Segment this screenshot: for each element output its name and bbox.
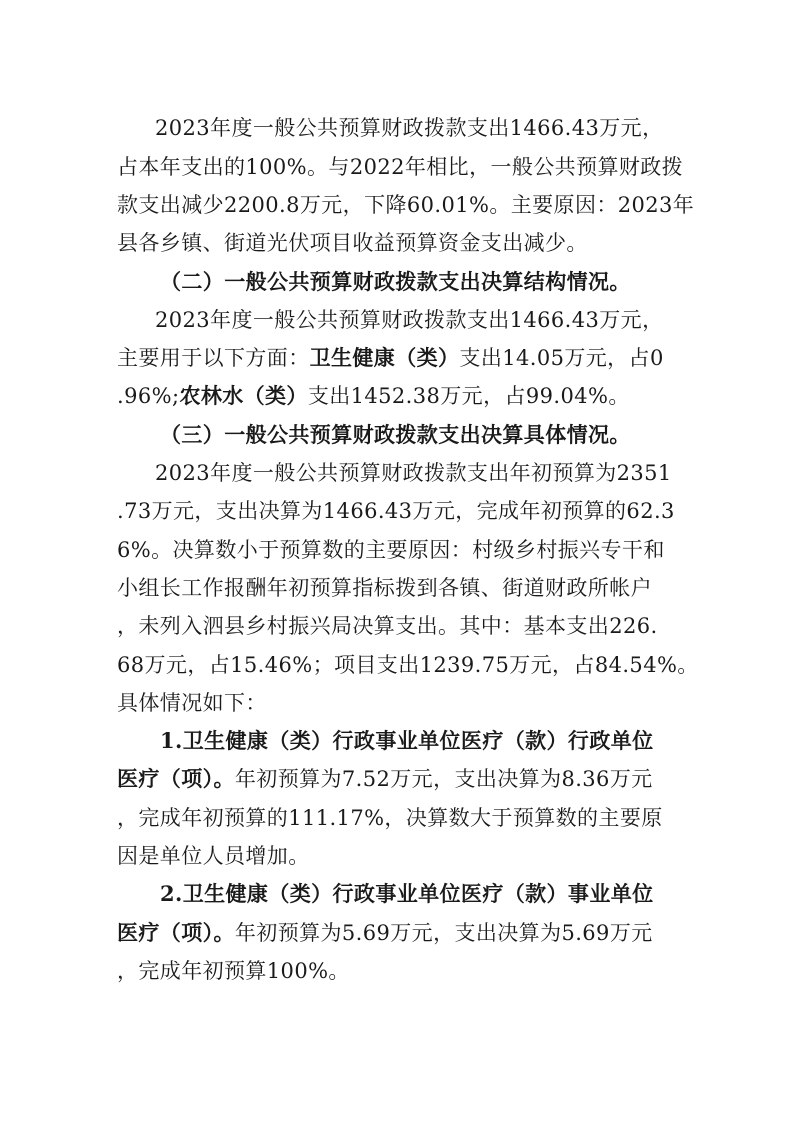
paragraph-line: 2023年度一般公共预算财政拨款支出年初预算为2351 bbox=[155, 461, 672, 485]
paragraph-line: ，完成年初预算的111.17%，决算数大于预算数的主要原 bbox=[117, 806, 663, 830]
section-heading: （二）一般公共预算财政拨款支出决算结构情况。 bbox=[160, 269, 631, 294]
paragraph-line bbox=[117, 764, 653, 794]
bold-text-run: 医疗（项）。 bbox=[117, 920, 235, 945]
paragraph-line bbox=[117, 343, 664, 373]
paragraph-line bbox=[117, 381, 630, 411]
paragraph-line bbox=[117, 918, 653, 948]
paragraph-line: 因是单位人员增加。 bbox=[117, 844, 310, 868]
paragraph-line: 2023年度一般公共预算财政拨款支出1466.43万元， bbox=[155, 308, 664, 332]
paragraph-line: 县各乡镇、街道光伏项目收益预算资金支出减少。 bbox=[117, 231, 588, 255]
bold-text-run: 卫生健康（类） bbox=[309, 345, 460, 370]
paragraph-line: 小组长工作报酬年初预算指标拨到各镇、街道财政所帐户 bbox=[117, 576, 652, 600]
section-heading: （三）一般公共预算财政拨款支出决算具体情况。 bbox=[160, 422, 631, 447]
bold-text-run: 医疗（项）。 bbox=[117, 766, 235, 791]
paragraph-line: 款支出减少2200.8万元，下降60.01%。主要原因：2023年 bbox=[117, 193, 695, 217]
item-heading: 1.卫生健康（类）行政事业单位医疗（款）行政单位 bbox=[160, 728, 654, 753]
bold-text-run: 农林水（类） bbox=[179, 383, 308, 408]
paragraph-line: 占本年支出的100%。与2022年相比，一般公共预算财政拨 bbox=[117, 155, 684, 179]
text-run: 支出14.05万元，占0 bbox=[459, 346, 664, 370]
paragraph-line: .73万元，支出决算为1466.43万元，完成年初预算的62.3 bbox=[117, 499, 675, 523]
paragraph-line: 68万元，占15.46%；项目支出1239.75万元，占84.54%。 bbox=[117, 653, 699, 677]
paragraph-line: 具体情况如下： bbox=[117, 691, 267, 715]
text-run: 年初预算为7.52万元，支出决算为8.36万元 bbox=[234, 767, 653, 791]
text-run: .96%; bbox=[117, 384, 180, 408]
text-run: 年初预算为5.69万元，支出决算为5.69万元 bbox=[234, 921, 653, 945]
paragraph-line: ，完成年初预算100%。 bbox=[117, 959, 350, 983]
item-heading: 2.卫生健康（类）行政事业单位医疗（款）事业单位 bbox=[160, 881, 654, 906]
text-run: 支出1452.38万元，占99.04%。 bbox=[307, 384, 630, 408]
paragraph-line: 6%。决算数小于预算数的主要原因：村级乡村振兴专干和 bbox=[117, 538, 665, 562]
text-run: 主要用于以下方面： bbox=[117, 346, 310, 370]
paragraph-line: ，未列入泗县乡村振兴局决算支出。其中：基本支出226. bbox=[117, 614, 658, 638]
paragraph-line: 2023年度一般公共预算财政拨款支出1466.43万元， bbox=[155, 116, 664, 140]
